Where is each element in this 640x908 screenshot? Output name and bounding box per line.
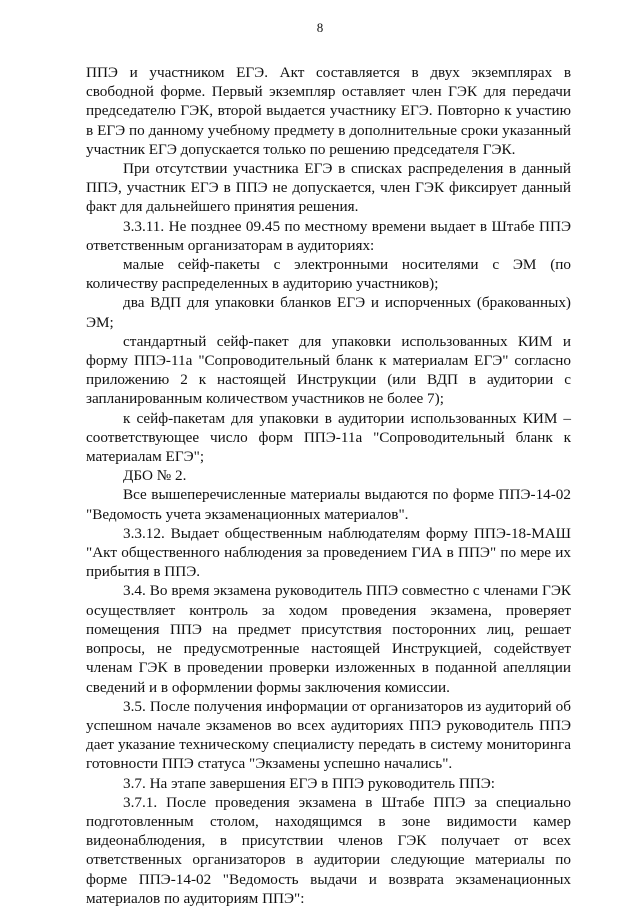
list-item-dbo-2: ДБО № 2.	[123, 467, 187, 485]
paragraph-3-7-1: 3.7.1. После проведения экзамена в Штабе ППЭ за специально подготовленным столом, находящимся в зоне видимости камер видеонаблюдения, в присутствии членов ГЭК получает от всех ответственных организаторов в аудитории следующие материалы по форме ППЭ-14-02 "Ведомость выдачи и возврата экзаменационных материалов по аудиториям ППЭ":	[86, 793, 571, 907]
paragraph-continuation: ППЭ и участником ЕГЭ. Акт составляется в двух экземплярах в свободной форме. Первый экземпляр оставляет член ГЭК для передачи председателю ГЭК, второй выдается участнику ЕГЭ. Повторно к участию в ЕГЭ по данному учебному предмету в дополнительные сроки указанный участник ЕГЭ допускается только по решению председателя ГЭК.	[86, 64, 571, 158]
paragraph-absence-rule: При отсутствии участника ЕГЭ в списках распределения в данный ППЭ, участник ЕГЭ в ППЭ не допускается, член ГЭК фиксирует данный факт для дальнейшего принятия решения.	[86, 160, 571, 216]
list-item-standard-safe-packet: стандартный сейф-пакет для упаковки использованных КИМ и форму ППЭ-11а "Сопроводительный бланк к материалам ЕГЭ" согласно приложению 2 к настоящей Инструкции (или ВДП в аудитории с запланированным количеством участников не более 7);	[86, 332, 571, 408]
paragraph-3-7: 3.7. На этапе завершения ЕГЭ в ППЭ руководитель ППЭ:	[123, 774, 495, 792]
paragraph-materials-issued: Все вышеперечисленные материалы выдаются по форме ППЭ-14-02 "Ведомость учета экзаменационных материалов".	[86, 486, 571, 523]
list-item-forms-ppe-11a: к сейф-пакетам для упаковки в аудитории использованных КИМ – соответствующее число форм ППЭ-11а "Сопроводительный бланк к материалам ЕГЭ";	[86, 409, 571, 466]
page-number: 8	[316, 20, 324, 35]
paragraph-3-3-12: 3.3.12. Выдает общественным наблюдателям форму ППЭ-18-МАШ "Акт общественного наблюдения за проведением ГИА в ППЭ" по мере их прибытия в ППЭ.	[86, 524, 571, 581]
document-body	[86, 63, 571, 908]
list-item-small-safe-packets: малые сейф-пакеты с электронными носителями с ЭМ (по количеству распределенных в аудиторию участников);	[86, 256, 571, 293]
paragraph-3-5: 3.5. После получения информации от организаторов из аудиторий об успешном начале экзаменов во всех аудиториях ППЭ руководитель ППЭ дает указание техническому специалисту передать в систему мониторинга готовности ППЭ статуса "Экзамены успешно начались".	[86, 697, 571, 773]
paragraph-3-4: 3.4. Во время экзамена руководитель ППЭ совместно с членами ГЭК осуществляет контроль за ходом проведения экзамена, проверяет помещения ППЭ на предмет присутствия посторонних лиц, решает вопросы, не предусмотренные настоящей Инструкцией, содействует членам ГЭК в проведении проверки изложенных в поданной апелляции сведений и в оформлении формы заключения комиссии.	[86, 582, 571, 696]
list-item-two-vdp: два ВДП для упаковки бланков ЕГЭ и испорченных (бракованных) ЭМ;	[86, 294, 571, 331]
paragraph-3-3-11: 3.3.11. Не позднее 09.45 по местному времени выдает в Штабе ППЭ ответственным организаторам в аудиториях:	[86, 217, 571, 254]
